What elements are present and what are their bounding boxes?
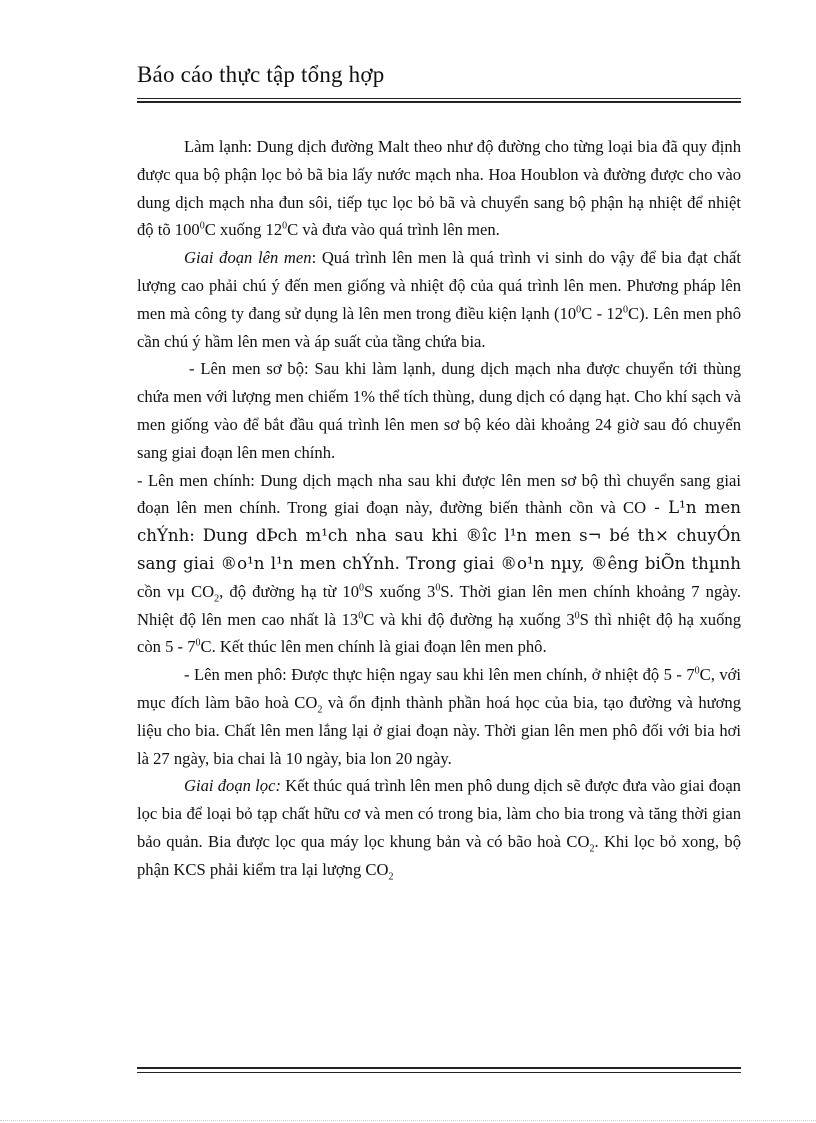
paragraph-filtering: Giai đoạn lọc: Kết thúc quá trình lên men phô dung dịch sẽ được đưa vào giai đoạn lọc bia để loại bỏ tạp chất hữu cơ và men có trong bia, làm cho bia trong và tăng thời gian bảo quản. Bia được lọc qua máy lọc khung bản và có bão hoà $CO_2$. Khi lọc bỏ xong, bộ phận KCS phải kiểm tra lại lượng $CO_2$ [137, 776, 742, 883]
paragraph-cooling: Làm lạnh: Dung dịch đường Malt theo như độ đường cho từng loại bia đã quy định được qua bộ phận lọc bỏ bã bia lấy nước mạch nha. Hoa Houblon và đường được cho vào dung dịch mạch nha đun sôi, tiếp tục lọc bỏ bã và chuyển sang bộ phận hạ nhiệt để nhiệt độ tõ $100^0C$ xuống $12^0C$ và đưa vào quá trình lên men. [137, 137, 741, 240]
page-edge-dotted-line [0, 1120, 816, 1121]
header-rule-thick [137, 101, 741, 103]
paragraph-main-fermentation: - Lên men chính: Dung dịch mạch nha sau khi được lên men sơ bộ thì chuyển sang giai đoạn lên men chính. Trong giai đoạn này, đường biến thành cồn và CO - L¹n men chÝnh: Dung dÞch m¹ch nha sau khi ®îc l¹n men s¬ bé th× chuyÓn sang giai ®o¹n l¹n men chÝnh. Trong giai ®o¹n nµy, ®êng biÕn thµnh cồn vµ $CO_2$, độ đường hạ từ $10^0S$ xuống $3^0S$. Thời gian lên men chính khoảng 7 ngày. Nhiệt độ lên men cao nhất là $13^0C$ và khi độ đường hạ xuống $3^0S$ thì nhiệt độ hạ xuống còn $5 - 7^0C$. Kết thúc lên men chính là giai đoạn lên men phô. [137, 470, 741, 657]
filtering-heading: Giai đoạn lọc: [184, 776, 281, 796]
footer-rule-thin [137, 1072, 741, 1073]
paragraph-secondary-fermentation: - Lên men phô: Được thực hiện ngay sau khi lên men chính, ở nhiệt độ $5 - 7^0C$, với mục đích làm bão hoà $CO_2$ và ổn định thành phần hoá học của bia, tạo đường và hương liệu cho bia. Chất lên men lắng lại ở giai đoạn này. Thời gian lên men phô đối với bia hơi là 27 ngày, bia chai là 10 ngày, bia lon 20 ngày. [137, 665, 742, 768]
garbled-text: - L¹n men chÝnh: Dung dÞch m¹ch nha sau khi ®îc l¹n men s¬ bé th× chuyÓn sang giai ®o¹n l¹n men chÝnh. Trong giai ®o¹n nµy, ®êng biÕn thµnh [137, 498, 741, 573]
document-body [137, 133, 741, 884]
paragraph-fermentation: Giai đoạn lên men: Quá trình lên men là quá trình vi sinh do vậy để bia đạt chất lượng cao phải chú ý đến men giống và nhiệt độ của quá trình lên men. Phương pháp lên men mà công ty đang sử dụng là lên men trong điều kiện lạnh $(10^0C - 12^0C)$. Lên men phô cần chú ý hầm lên men và áp suất của tầng chứa bia. [137, 248, 741, 351]
paragraph-primary-fermentation: - Lên men sơ bộ: Sau khi làm lạnh, dung dịch mạch nha được chuyển tới thùng chứa men với lượng men chiếm 1% thể tích thùng, dung dịch có dạng hạt. Cho khí sạch và men giống vào để bắt đầu quá trình lên men sơ bộ kéo dài khoảng 24 giờ sau đó chuyển sang giai đoạn lên men chính. [137, 359, 741, 462]
header-rule-thin [137, 98, 741, 99]
footer-rule-thick [137, 1067, 741, 1069]
fermentation-heading: Giai đoạn lên men [184, 248, 312, 268]
page-header-title: Báo cáo thực tập tổng hợp [137, 62, 385, 87]
